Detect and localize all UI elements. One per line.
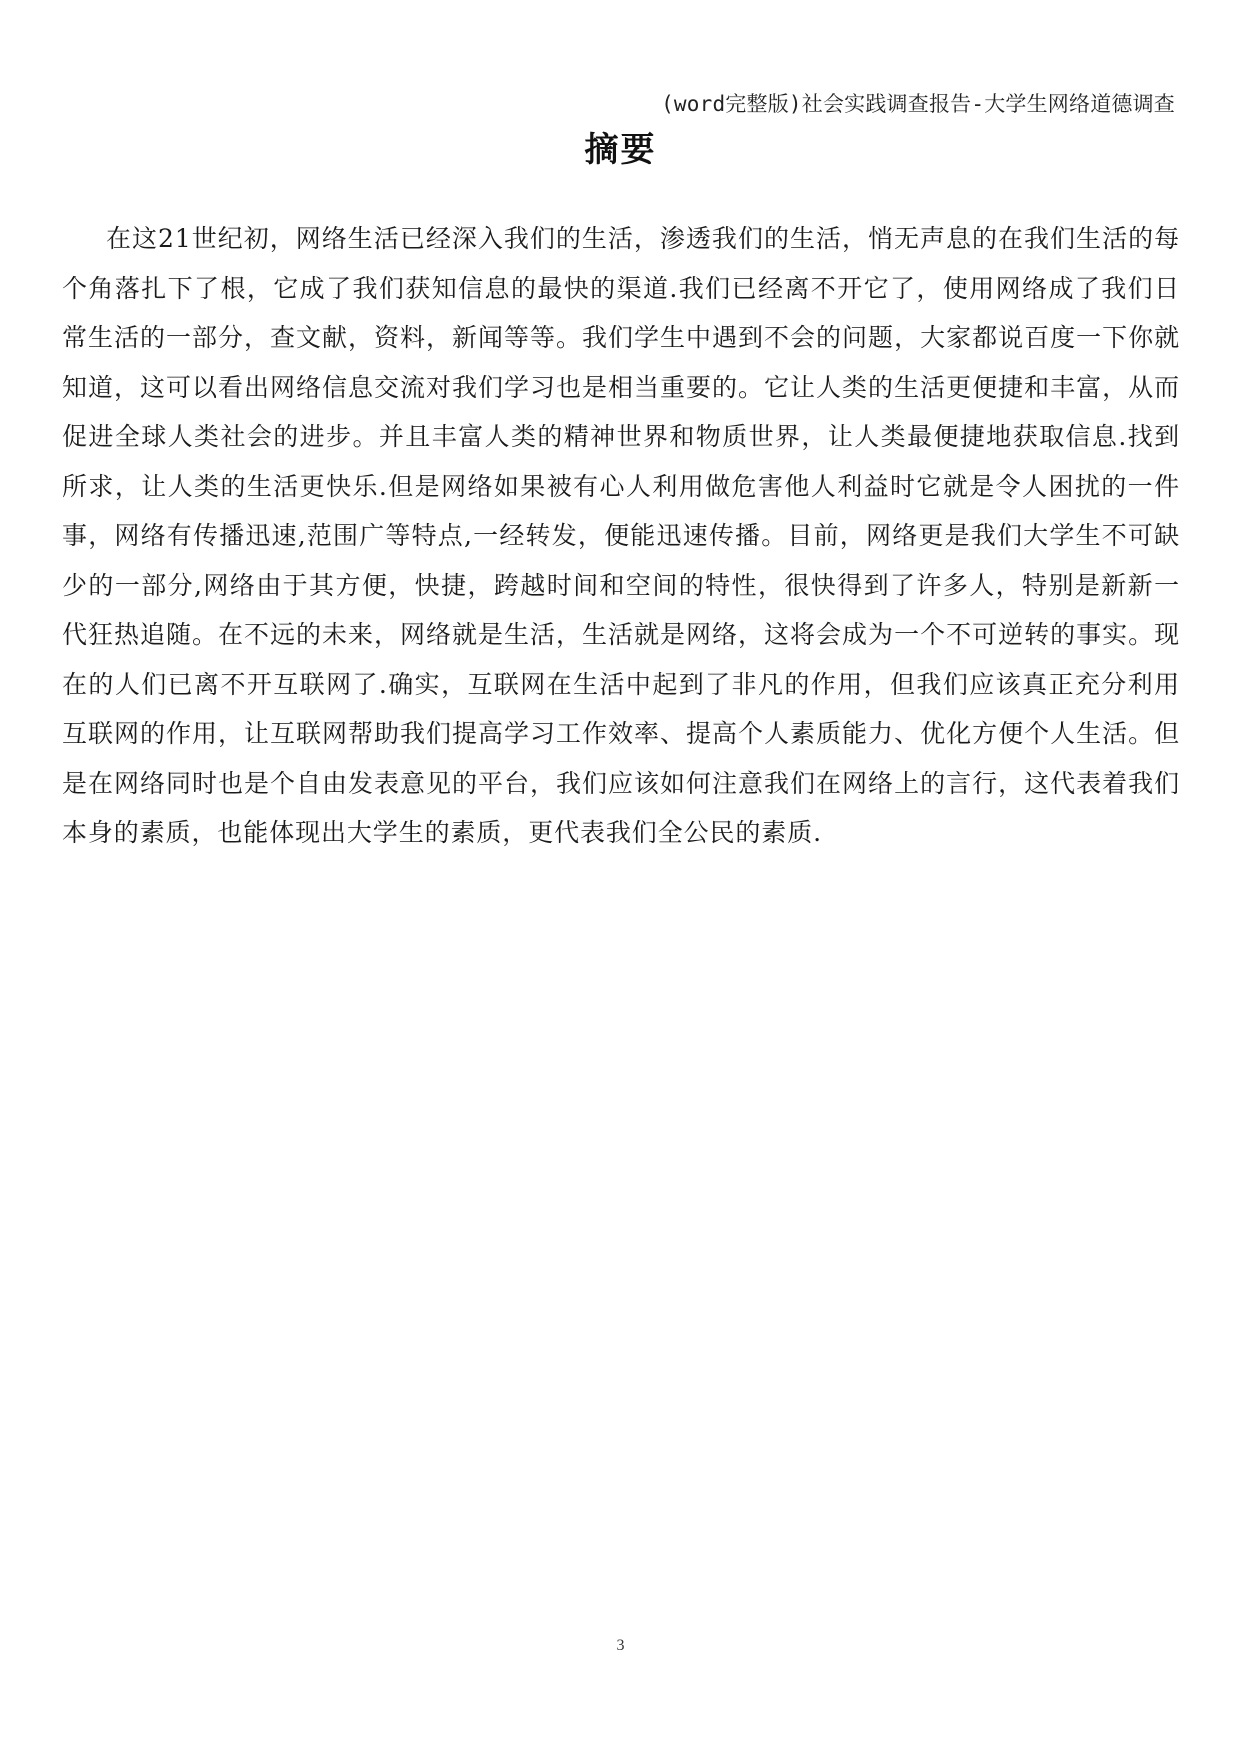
running-header: (word完整版)社会实践调查报告-大学生网络道德调查 bbox=[661, 92, 1175, 116]
abstract-paragraph: 在这21世纪初，网络生活已经深入我们的生活，渗透我们的生活，悄无声息的在我们生活的每个角落扎下了根，它成了我们获知信息的最快的渠道.我们已经离不开它了，使用网络成了我们日常生活的一部分，查文献，资料，新闻等等。我们学生中遇到不会的问题，大家都说百度一下你就知道，这可以看出网络信息交流对我们学习也是相当重要的。它让人类的生活更便捷和丰富，从而促进全球人类社会的进步。并且丰富人类的精神世界和物质世界，让人类最便捷地获取信息.找到所求，让人类的生活更快乐.但是网络如果被有心人利用做危害他人利益时它就是令人困扰的一件事，网络有传播迅速,范围广等特点,一经转发，便能迅速传播。目前，网络更是我们大学生不可缺少的一部分,网络由于其方便，快捷，跨越时间和空间的特性，很快得到了许多人，特别是新新一代狂热追随。在不远的未来，网络就是生活，生活就是网络，这将会成为一个不可逆转的事实。现在的人们已离不开互联网了.确实，互联网在生活中起到了非凡的作用，但我们应该真正充分利用互联网的作用，让互联网帮助我们提高学习工作效率、提高个人素质能力、优化方便个人生活。但是在网络同时也是个自由发表意见的平台，我们应该如何注意我们在网络上的言行，这代表着我们本身的素质，也能体现出大学生的素质，更代表我们全公民的素质. bbox=[62, 224, 1180, 847]
page-title: 摘要 bbox=[584, 130, 657, 170]
page-number: 3 bbox=[616, 1637, 625, 1654]
